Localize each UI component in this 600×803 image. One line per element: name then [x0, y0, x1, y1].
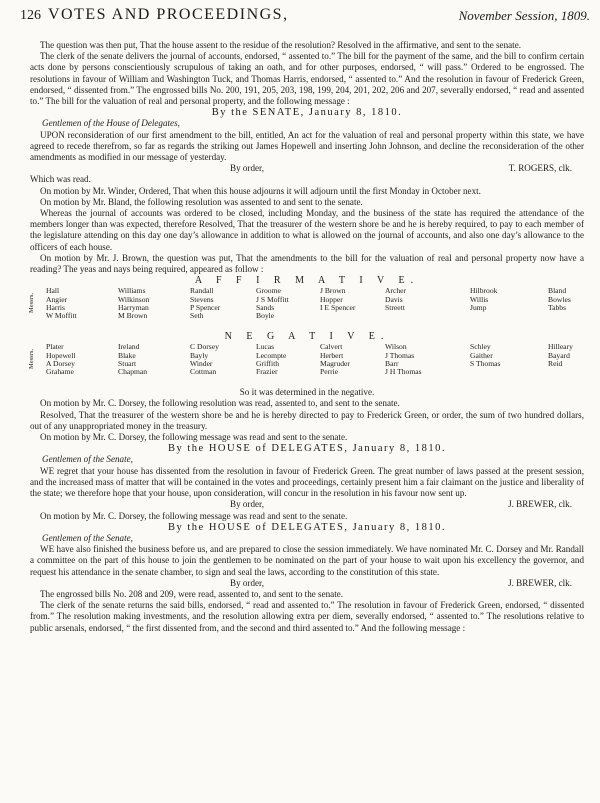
paragraph: On motion by Mr. C. Dorsey, the following message was read and sent to the senate. — [40, 510, 348, 521]
member-name: Gaither — [470, 350, 493, 360]
member-name: Perrie — [320, 367, 339, 377]
member-name: Plater — [46, 342, 64, 352]
paragraph: On motion by Mr. Winder, Ordered, That when this house adjourns it will adjourn until the first Monday in October next. — [40, 185, 481, 196]
vote-column — [470, 287, 497, 312]
member-name: Boyle — [256, 311, 275, 321]
member-name: J Brown — [320, 286, 346, 296]
page-body — [30, 40, 584, 634]
negative-heading: N E G A T I V E. — [224, 331, 390, 343]
member-name: J H Thomas — [385, 367, 422, 377]
paragraph: WE have also finished the business before us, and are prepared to close the session immediately. We have nominated Mr. C. Dorsey and Mr. Randall a committee on the part of this house to join the gentlemen to be nominated on the part of your house to wait upon his excellency the governor, and request his attendance in the senate chamber, to sign and seal the laws, according to the constitution of this state. — [30, 544, 584, 577]
member-name: J S Moffitt — [256, 294, 289, 304]
signature-row — [30, 163, 584, 174]
member-name: Hall — [46, 286, 60, 296]
vote-column — [190, 343, 219, 377]
member-name: Hopewell — [46, 350, 76, 360]
messrs-label: Messrs. — [28, 349, 35, 370]
paragraph: The engrossed bills No. 208 and 209, were read, assented to, and sent to the senate. — [40, 588, 344, 599]
paragraph: Which was read. — [30, 174, 91, 185]
member-name: Davis — [385, 294, 403, 304]
member-name: Bowles — [548, 294, 571, 304]
page-header — [20, 6, 590, 26]
member-name: Bayard — [548, 350, 570, 360]
member-name: Willis — [470, 294, 489, 304]
member-name: Calvert — [320, 342, 343, 352]
paragraph: Whereas the journal of accounts was ordered to be closed, including Monday, and the business of the state has required the attendance of the members longer than was expected, therefore Resolved, That the treasurer of the western shore be and he is hereby required, to pay to each member of the legislature attending on this day one day’s allowance in addition to what is allowed on the journal of accounts, and also one day’s allowance to the officers of each house. — [30, 208, 584, 252]
member-name: Tabbs — [548, 303, 567, 313]
by-order: By order, — [230, 163, 264, 174]
member-name: C Dorsey — [190, 342, 219, 352]
paragraph: On motion by Mr. J. Brown, the question was put, That the amendments to the bill for the valuation of real and personal property now have a reading? The yeas and nays being required, appeared as follow : — [30, 252, 584, 275]
message-heading: By the HOUSE of DELEGATES, January 8, 1810. — [168, 443, 446, 455]
session-title: November Session, 1809. — [458, 8, 590, 23]
vote-column — [190, 287, 220, 321]
vote-column — [385, 287, 406, 312]
paragraph: The question was then put, That the house assent to the residue of the resolution? Resolved in the affirmative, and sent to the senate. — [40, 40, 522, 50]
vote-column — [256, 287, 289, 321]
member-name: Blake — [118, 350, 136, 360]
member-name: Grahame — [46, 367, 74, 377]
member-name: Seth — [190, 311, 204, 321]
member-name: I E Spencer — [320, 303, 356, 313]
member-name: Schley — [470, 342, 491, 352]
member-name: Chapman — [118, 367, 148, 377]
signature-row — [30, 578, 584, 589]
member-name: Winder — [190, 359, 213, 369]
member-name: Groome — [256, 286, 281, 296]
clerk-signature: J. BREWER, clk. — [508, 577, 572, 588]
member-name: Stevens — [190, 294, 214, 304]
member-name: Randall — [190, 286, 214, 296]
message-heading: By the HOUSE of DELEGATES, January 8, 1810. — [168, 521, 446, 533]
member-name: Herbert — [320, 350, 344, 360]
member-name: Stuart — [118, 359, 137, 369]
member-name: Barr — [385, 359, 399, 369]
member-name: Hilleary — [548, 342, 573, 352]
paragraph: WE regret that your house has dissented from the resolution in favour of Frederick Green. The great number of laws passed at the present session, and the increased mass of matter that will be contained in the votes and proceedings, certainly present him a fair claimant on the justice and liberality of the state; we therefore hope that your house, upon consideration, will concur in the resolution in his favour now sent up. — [30, 465, 584, 499]
vote-column — [548, 343, 573, 368]
member-name: Harryman — [118, 303, 149, 313]
member-name: Lecompte — [256, 350, 287, 360]
paragraph: Resolved, That the treasurer of the western shore be and he is hereby directed to pay to Frederick Green, or order, the sum of two hundred dollars, out of any unappropriated money in the treasury. — [30, 409, 584, 431]
vote-column — [320, 287, 355, 312]
member-name: Hopper — [320, 294, 343, 304]
negative-votes — [30, 343, 584, 387]
member-name: Streett — [385, 303, 405, 313]
vote-column — [548, 287, 571, 312]
signature-row — [30, 499, 584, 510]
vote-column — [256, 343, 286, 377]
member-name: W Moffitt — [46, 311, 77, 321]
running-title: VOTES AND PROCEEDINGS, — [48, 6, 289, 23]
salutation: Gentlemen of the House of Delegates, — [42, 118, 180, 129]
member-name: Bayly — [190, 350, 209, 360]
member-name: J Thomas — [385, 350, 415, 360]
clerk-signature: T. ROGERS, clk. — [508, 163, 572, 174]
vote-column — [320, 343, 350, 377]
member-name: M Brown — [118, 311, 148, 321]
member-name: S Thomas — [470, 359, 501, 369]
member-name: Hilbrook — [470, 286, 498, 296]
salutation: Gentlemen of the Senate, — [42, 532, 133, 543]
member-name: Harris — [46, 303, 65, 313]
member-name: Sands — [256, 303, 275, 313]
member-name: Bland — [548, 286, 567, 296]
member-name: Archer — [385, 286, 407, 296]
paragraph: On motion by Mr. C. Dorsey, the following resolution was read, assented to, and sent to the senate. — [40, 398, 400, 409]
member-name: Wilson — [385, 342, 407, 352]
by-order: By order, — [230, 577, 264, 588]
paragraph: On motion by Mr. Bland, the following resolution was assented to and sent to the senate. — [40, 196, 363, 207]
member-name: Wilkinson — [118, 294, 150, 304]
vote-column — [46, 287, 77, 321]
vote-column — [470, 343, 500, 368]
page-number: 126 — [20, 8, 41, 23]
vote-column — [385, 343, 422, 377]
clerk-signature: J. BREWER, clk. — [508, 499, 572, 510]
messrs-label: Messrs. — [28, 293, 35, 314]
member-name: Lucas — [256, 342, 275, 352]
by-order: By order, — [230, 499, 264, 510]
paragraph: On motion by Mr. C. Dorsey, the following message was read and sent to the senate. — [40, 432, 348, 443]
paragraph: UPON reconsideration of our first amendment to the bill, entitled, An act for the valuation of real and personal property within this state, we have agreed to recede therefrom, so far as regards the striking out James Hopewell and inserting John Johnson, and decline the reconsideration of the other amendments as modified in our message of yesterday. — [30, 129, 584, 163]
paragraph: The clerk of the senate delivers the journal of accounts, endorsed, “ assented to.” The bill for the payment of the same, and the bill to confirm certain acts done by persons conscientiously scrupulous of taking an oath, and for other purposes, endorsed, “ will pass.” Ordered to be engrossed. The resolutions in favour of William and Washington Tuck, and Thomas Harris, endorsed, “ assented to.” And the resolution in favour of Frederick Green, endorsed, “ dissented from.” The engrossed bills No. 200, 191, 205, 203, 198, 199, 204, 201, 202, 206 and 207, severally endorsed, “ read and assented to.” The bill for the valuation of real and personal property, and the following message : — [30, 51, 584, 107]
affirmative-heading: A F F I R M A T I V E. — [194, 275, 420, 287]
vote-column — [118, 343, 147, 377]
paragraph: The clerk of the senate returns the said bills, endorsed, “ read and assented to.” The resolution in favour of Frederick Green, endorsed, “ dissented from.” The resolution making investments, and the resolution allowing extra per diem, severally endorsed, “ assented to.” The resolutions relative to public arsenals, endorsed, “ the first dissented from, and the second and third assented to.” And the following message : — [30, 600, 584, 633]
vote-column — [46, 343, 76, 377]
affirmative-votes — [30, 287, 584, 331]
member-name: Reid — [548, 359, 563, 369]
member-name: Magruder — [320, 359, 350, 369]
member-name: Cottman — [190, 367, 217, 377]
member-name: Griffith — [256, 359, 280, 369]
member-name: Williams — [118, 286, 146, 296]
message-heading: By the SENATE, January 8, 1810. — [211, 107, 403, 119]
member-name: Frazier — [256, 367, 278, 377]
paragraph: So it was determined in the negative. — [239, 387, 375, 398]
member-name: A Dorsey — [46, 359, 75, 369]
salutation: Gentlemen of the Senate, — [42, 454, 133, 465]
member-name: Jump — [470, 303, 487, 313]
member-name: Angier — [46, 294, 68, 304]
vote-column — [118, 287, 149, 321]
member-name: Ireland — [118, 342, 140, 352]
member-name: P Spencer — [190, 303, 221, 313]
